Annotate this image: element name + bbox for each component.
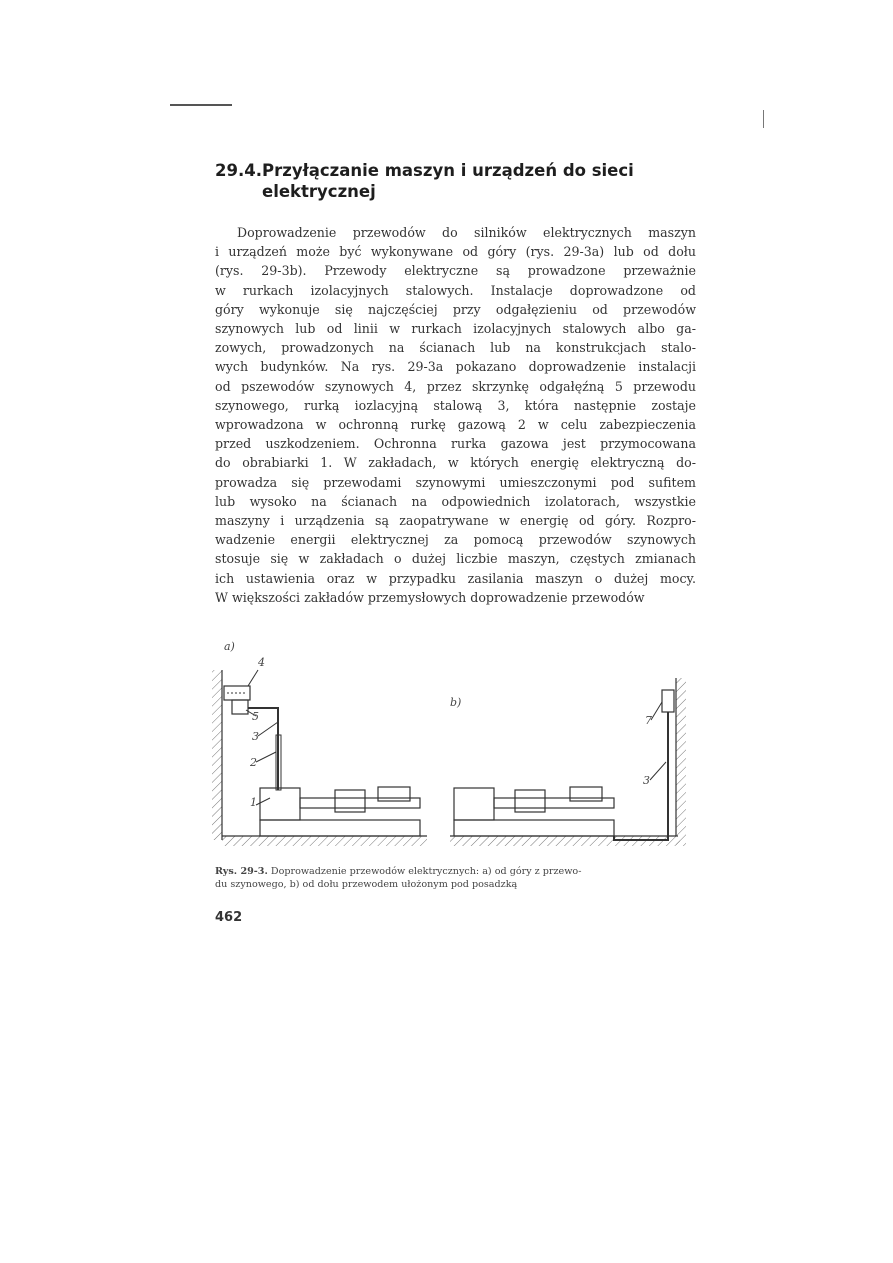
lathe-bed (260, 820, 420, 836)
callout-1: 1 (250, 796, 257, 809)
section-title-line1: Przyłączanie maszyn i urządzeń do sieci (262, 161, 634, 180)
callout-5: 5 (252, 710, 259, 723)
text-line: lub wysoko na ścianach na odpowiednich izolatorach, wszystkie (215, 493, 696, 509)
text-line: szynowego, rurką iozlacyjną stalową 3, która następnie zostaje (215, 397, 696, 413)
scan-mark (170, 104, 232, 106)
floor-hatch (222, 836, 427, 846)
section-heading (215, 160, 685, 202)
wall-hatch (676, 678, 686, 846)
section-title-line2: elektrycznej (262, 182, 376, 201)
text-line: i urządzeń może być wykonywane od góry (rys. 29-3a) lub od dołu (215, 244, 696, 260)
text-line: wych budynków. Na rys. 29-3a pokazano doprowadzenie instalacji (215, 359, 696, 375)
caption-prefix: Rys. 29-3. (215, 866, 268, 877)
body-paragraph (215, 223, 696, 607)
scan-mark (763, 110, 764, 128)
figure-label-a: a) (224, 640, 235, 653)
text-line: góry wykonuje się najczęściej przy odgałęzieniu od przewodów (215, 301, 696, 317)
text-line: ich ustawienia oraz w przypadku zasilania maszyn o dużej mocy. (215, 570, 696, 586)
text-line: Doprowadzenie przewodów do silników elektrycznych maszyn (237, 225, 696, 240)
branch-box (232, 700, 248, 714)
text-line: w rurkach izolacyjnych stalowych. Instalacje doprowadzone od (215, 282, 696, 298)
text-line: szynowych lub od linii w rurkach izolacyjnych stalowych albo ga- (215, 321, 696, 337)
callout-2: 2 (250, 756, 257, 769)
page-number: 462 (215, 910, 243, 925)
wall-hatch (212, 670, 222, 840)
caption-text-line1: Doprowadzenie przewodów elektrycznych: a) od góry z przewo- (270, 866, 582, 877)
lathe-headstock (454, 788, 494, 820)
figure-29-3 (210, 640, 690, 865)
lathe-headstock (260, 788, 300, 820)
text-line: zowych, prowadzonych na ścianach lub na konstrukcjach stalo- (215, 340, 696, 356)
figure-caption (215, 866, 695, 891)
figure-drawing (210, 640, 690, 865)
text-line: prowadza się przewodami szynowymi umieszczonymi pod sufitem (215, 474, 696, 490)
text-line: od pszewodów szynowych 4, przez skrzynkę odgałęźną 5 przewodu (215, 378, 696, 394)
text-line: przed uszkodzeniem. Ochronna rurka gazowa jest przymocowana (215, 436, 696, 452)
caption-text-line2: du szynowego, b) od dołu przewodem ułożonym pod posadzką (215, 878, 518, 890)
wall-box (662, 690, 674, 712)
callout-7: 7 (645, 714, 652, 727)
text-line: maszyny i urządzenia są zaopatrywane w energię od góry. Rozpro- (215, 513, 696, 529)
text-line: wprowadzona w ochronną rurkę gazową 2 w celu zabezpieczenia (215, 417, 696, 433)
figure-label-b: b) (450, 696, 462, 709)
text-line: wadzenie energii elektrycznej za pomocą przewodów szynowych (215, 532, 696, 548)
text-line: W większości zakładów przemysłowych doprowadzenie przewodów (215, 589, 645, 605)
callout-3b: 3 (643, 774, 650, 787)
callout-4: 4 (258, 656, 265, 669)
callout-3: 3 (252, 730, 259, 743)
text-line: stosuje się w zakładach o dużej liczbie maszyn, częstych zmianach (215, 551, 696, 567)
text-line: (rys. 29-3b). Przewody elektryczne są prowadzone przeważnie (215, 263, 696, 279)
section-number: 29.4. (215, 161, 262, 180)
lathe-bed (454, 820, 614, 836)
text-line: do obrabiarki 1. W zakładach, w których energię elektryczną do- (215, 455, 696, 471)
